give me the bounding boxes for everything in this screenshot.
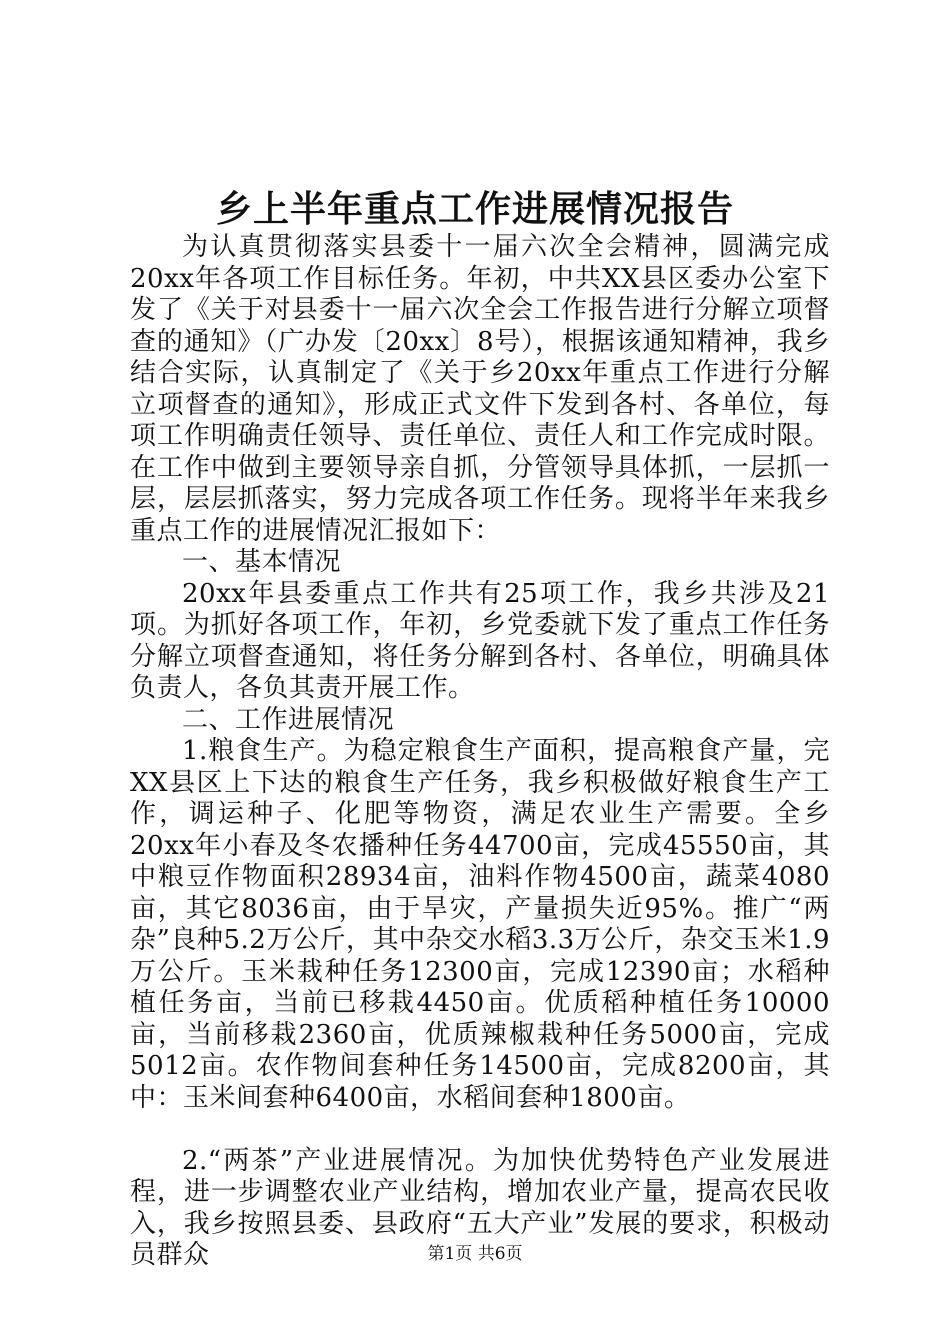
page-title: 乡上半年重点工作进展情况报告 bbox=[215, 188, 734, 230]
page-number-footer: 第1页 共6页 bbox=[427, 1244, 523, 1264]
section-heading-progress: 二、工作进展情况 bbox=[182, 704, 395, 735]
section-heading-basic: 一、基本情况 bbox=[182, 547, 342, 577]
basic-situation-paragraph: 20xx年县委重点工作共有25项工作，我乡共涉及21项。为抓好各项工作，年初，乡党委就下发了重点工作任务分解立项督查通知，将任务分解到各村、各单位，明确具体负责人，各负其责开展工作。 bbox=[130, 578, 830, 703]
document-body bbox=[130, 232, 830, 1272]
grain-production-paragraph: 1.粮食生产。为稳定粮食生产面积，提高粮食产量，完XX县区上下达的粮食生产任务，我乡积极做好粮食生产工作，调运种子、化肥等物资，满足农业生产需要。全乡20xx年小春及冬农播种任务44700亩，完成45550亩，其中粮豆作物面积28934亩，油料作物4500亩，蔬菜4080亩，其它8036亩，由于旱灾，产量损失近95%。推广“两杂”良种5.2万公斤，其中杂交水稻3.3万公斤，杂交玉米1.9万公斤。玉米栽种任务12300亩，完成12390亩；水稻种植任务亩，当前已移栽4450亩。优质稻种植任务10000亩，当前移栽2360亩，优质辣椒栽种任务5000亩，完成5012亩。农作物间套种任务14500亩，完成8200亩，其中：玉米间套种6400亩，水稻间套种1800亩。 bbox=[130, 736, 830, 1113]
intro-paragraph: 为认真贯彻落实县委十一届六次全会精神，圆满完成20xx年各项工作目标任务。年初，中共XX县区委办公室下发了《关于对县委十一届六次全会工作报告进行分解立项督查的通知》（广办发〔20xx〕8号），根据该通知精神，我乡结合实际，认真制定了《关于乡20xx年重点工作进行分解立项督查的通知》，形成正式文件下发到各村、各单位，每项工作明确责任领导、责任单位、责任人和工作完成时限。在工作中做到主要领导亲自抓，分管领导具体抓，一层抓一层，层层抓落实，努力完成各项工作任务。现将半年来我乡重点工作的进展情况汇报如下： bbox=[130, 232, 830, 546]
tea-industry-paragraph: 2.“两茶”产业进展情况。为加快优势特色产业发展进程，进一步调整农业产业结构，增加农业产量，提高农民收入，我乡按照县委、县政府“五大产业”发展的要求，积极动员群众 bbox=[130, 1145, 830, 1270]
